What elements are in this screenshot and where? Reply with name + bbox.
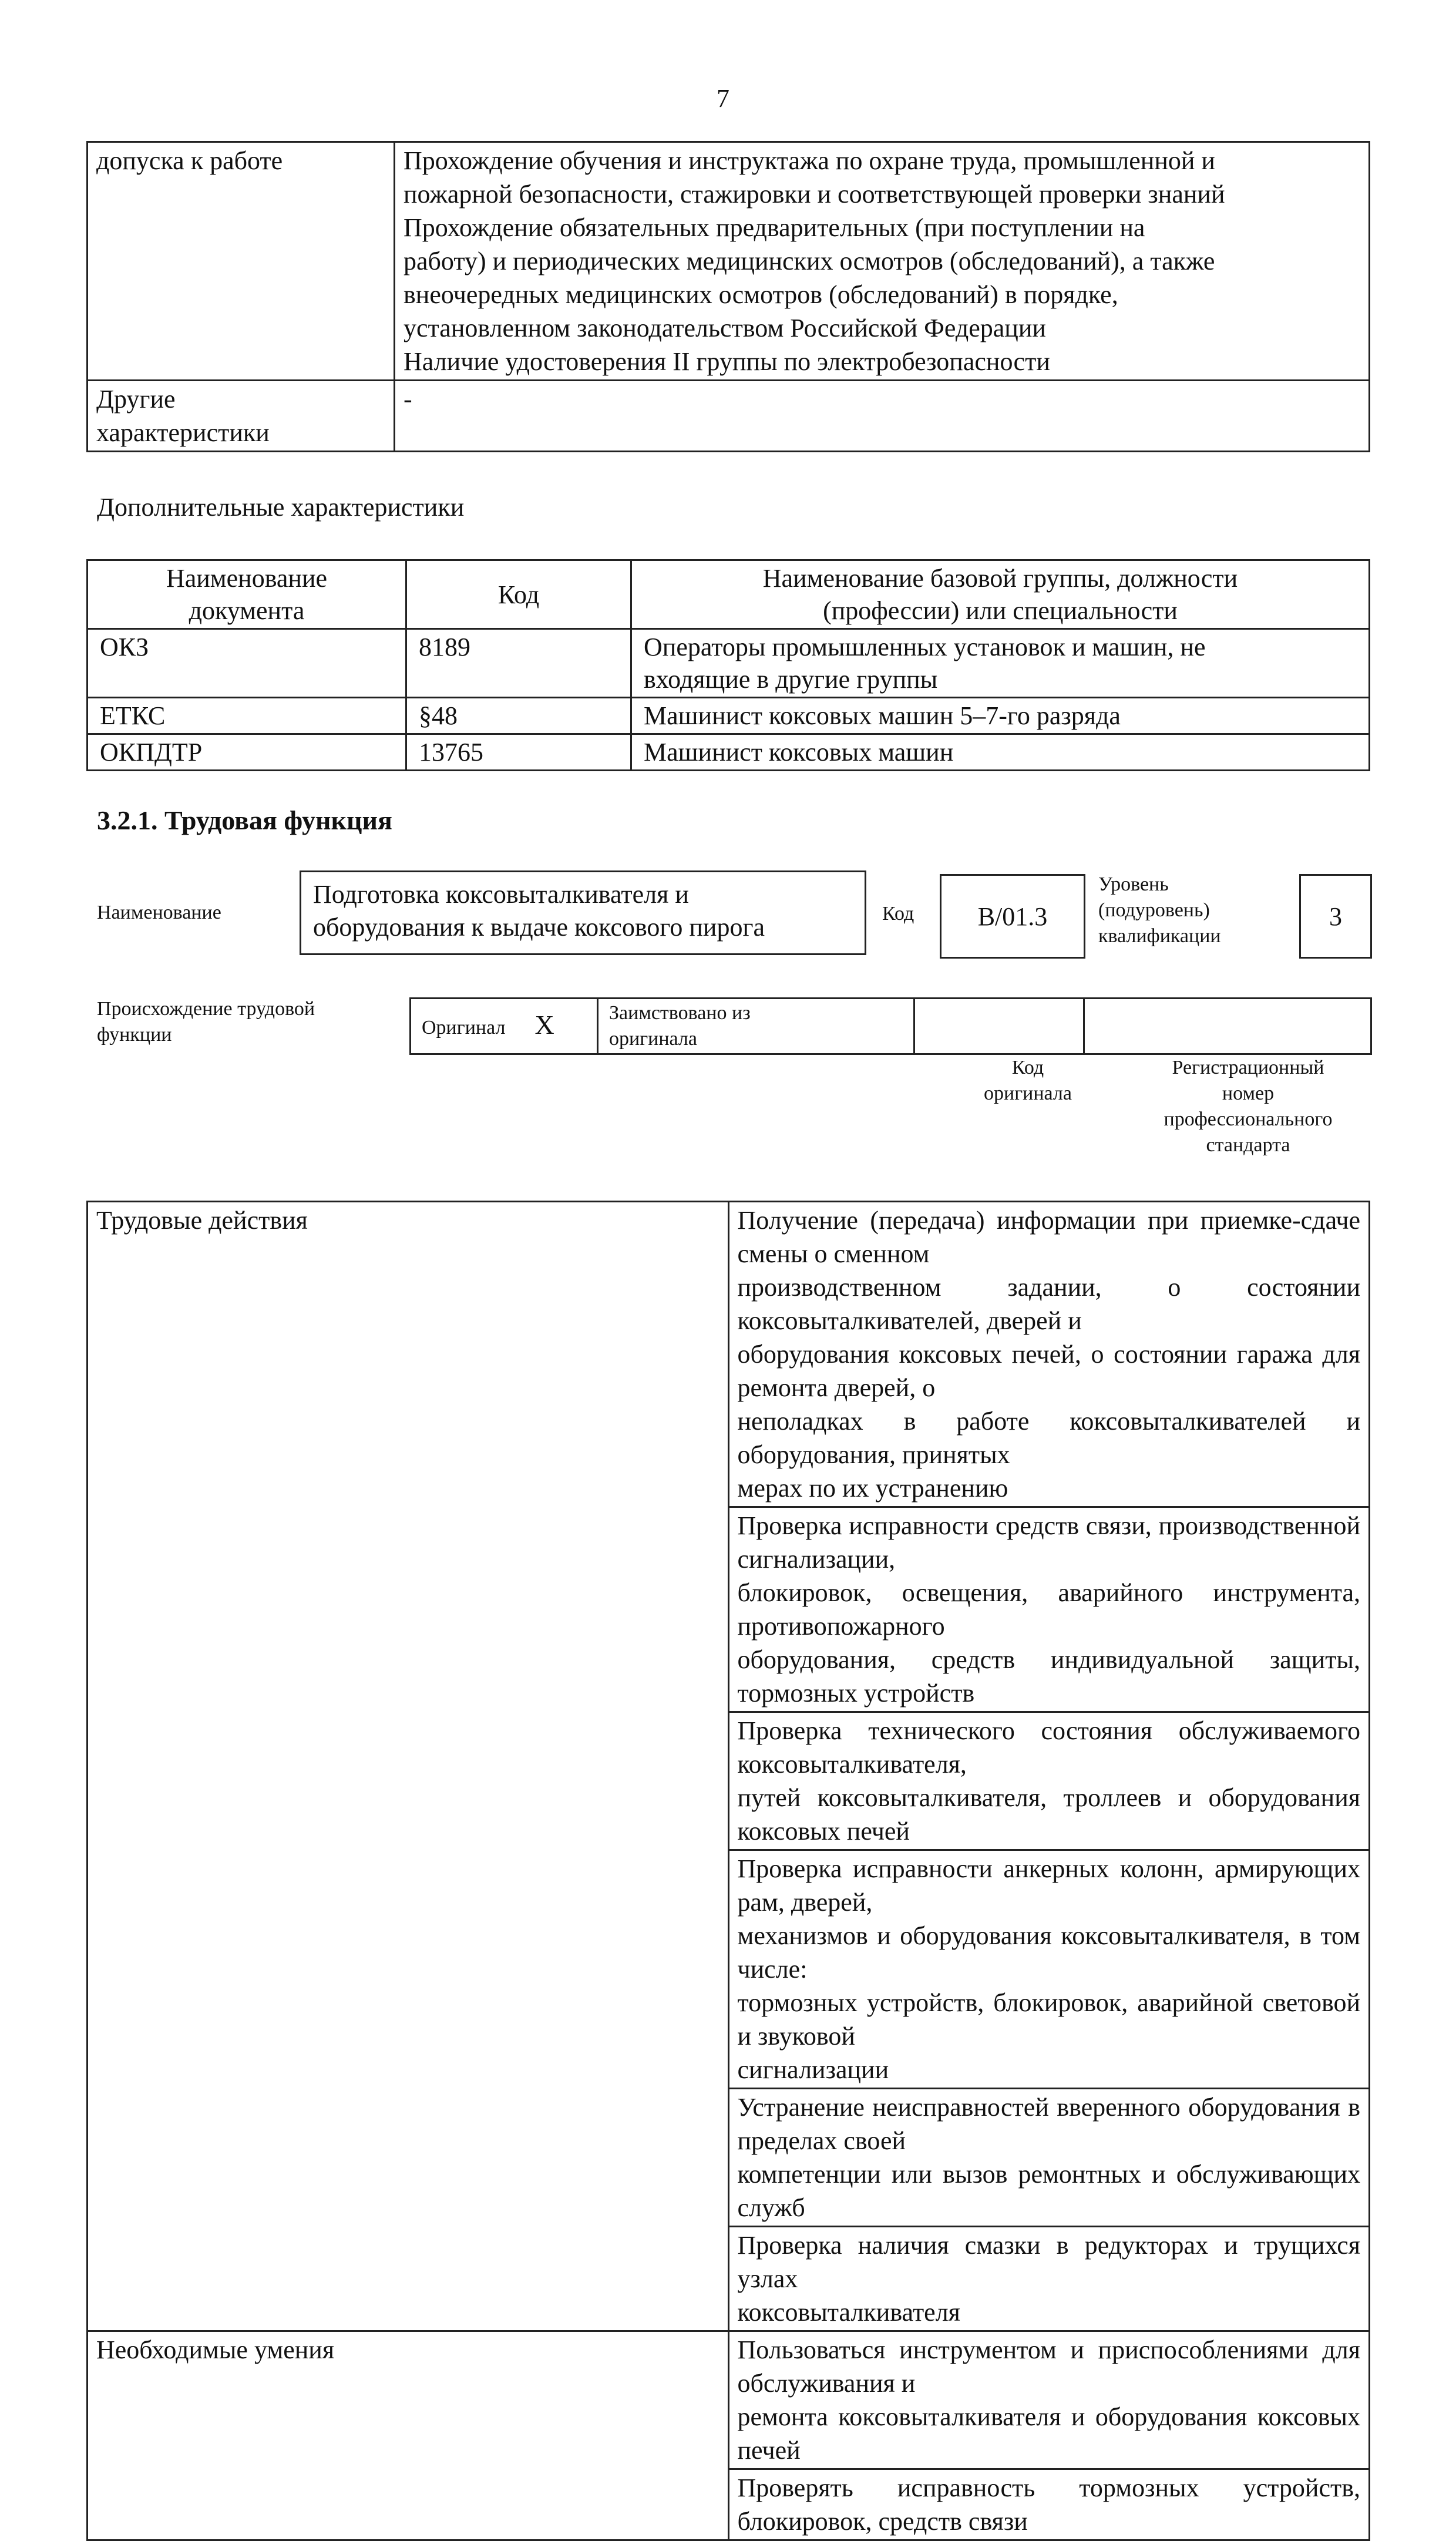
action-item	[728, 1202, 1370, 1507]
text-line: работу) и периодических медицинских осмотров (обследований), а также	[403, 247, 1215, 275]
text-line: оригинала	[984, 1083, 1072, 1104]
text-line: тормозных устройств, блокировок, аварийной световой и звуковой	[737, 1988, 1360, 2051]
level-label	[1098, 872, 1269, 949]
row-value: -	[395, 381, 1370, 452]
admission-table	[86, 141, 1370, 452]
header-code: Код	[406, 560, 631, 629]
cell-name	[631, 629, 1370, 698]
text-line: оборудования к выдаче коксового пирога	[313, 913, 765, 942]
text-line: Прохождение обязательных предварительных (при поступлении на	[403, 213, 1145, 242]
row-value	[395, 142, 1370, 381]
original-label: Оригинал	[422, 1016, 506, 1038]
action-item	[728, 2089, 1370, 2227]
text-line: Другие	[96, 385, 176, 414]
action-item	[728, 1712, 1370, 1850]
text-line: Наименование базовой группы, должности	[762, 564, 1238, 593]
table-row	[88, 381, 1370, 452]
text-line: характеристики	[96, 418, 270, 447]
text-line: путей коксовыталкивателя, троллеев и оборудования коксовых печей	[737, 1783, 1360, 1846]
section-label: Трудовые действия	[88, 1202, 729, 2331]
borrowed-cell	[598, 999, 914, 1054]
text-line: оборудования коксовых печей, о состоянии гаража для ремонта дверей, о	[737, 1340, 1360, 1402]
table-row	[88, 1202, 1370, 1507]
text-line: (профессии) или специальности	[823, 596, 1178, 625]
action-item	[728, 2227, 1370, 2331]
text-line: механизмов и оборудования коксовыталкивателя, в том числе:	[737, 1921, 1360, 1984]
text-line: документа	[189, 596, 305, 625]
skill-item	[728, 2331, 1370, 2469]
text-line: компетенции или вызов ремонтных и обслуживающих служб	[737, 2160, 1360, 2222]
text-line: профессионального	[1164, 1108, 1333, 1130]
function-name-box	[300, 870, 866, 955]
skill-item	[728, 2469, 1370, 2540]
page-number: 7	[717, 84, 729, 113]
text-line: Заимствовано из	[609, 1002, 751, 1024]
text-line: Подготовка коксовыталкивателя и	[313, 880, 689, 909]
text-line: номер	[1222, 1083, 1275, 1104]
text-line: коксовыталкивателя	[737, 2298, 960, 2327]
header-document	[88, 560, 406, 629]
original-cell	[411, 999, 598, 1054]
text-line: Наименование	[166, 564, 328, 593]
cell-doc: ЕТКС	[88, 698, 406, 734]
caption-registration-number	[1125, 1055, 1371, 1158]
row-label	[88, 381, 395, 452]
table-row	[88, 629, 1370, 698]
text-line: Пользоваться инструментом и приспособлениями для обслуживания и	[737, 2335, 1360, 2398]
text-line: оборудования, средств индивидуальной защиты, тормозных устройств	[737, 1645, 1360, 1708]
text-line: Наличие удостоверения II группы по электробезопасности	[403, 347, 1050, 376]
origin-label	[97, 996, 402, 1048]
text-line: производственном задании, о состоянии коксовыталкивателей, дверей и	[737, 1273, 1360, 1335]
labor-actions-table	[86, 1201, 1370, 2541]
registration-number-cell	[1084, 999, 1371, 1054]
table-row	[88, 698, 1370, 734]
text-line: Устранение неисправностей вверенного оборудования в пределах своей	[737, 2093, 1360, 2155]
cell-doc: ОКЗ	[88, 629, 406, 698]
text-line: сигнализации	[737, 2055, 889, 2084]
text-line: стандарта	[1206, 1134, 1290, 1156]
cell-name: Машинист коксовых машин 5–7-го разряда	[631, 698, 1370, 734]
table-row	[88, 2331, 1370, 2469]
section-title: Дополнительные характеристики	[97, 493, 465, 522]
cell-code: 8189	[406, 629, 631, 698]
table-row	[88, 142, 1370, 381]
text-line: Проверять исправность тормозных устройств, блокировок, средств связи	[737, 2473, 1360, 2536]
table-row	[88, 734, 1370, 771]
text-line: внеочередных медицинских осмотров (обследований) в порядке,	[403, 280, 1118, 309]
text-line: мерах по их устранению	[737, 1474, 1008, 1503]
text-line: функции	[97, 1024, 172, 1046]
text-line: Происхождение трудовой	[97, 998, 315, 1020]
text-line: блокировок, освещения, аварийного инструмента, противопожарного	[737, 1578, 1360, 1641]
text-line: Операторы промышленных установок и машин, не	[644, 633, 1206, 661]
table-row	[411, 999, 1371, 1054]
text-line: квалификации	[1098, 925, 1221, 947]
text-line: пожарной безопасности, стажировки и соответствующей проверки знаний	[403, 180, 1225, 209]
function-code-box: B/01.3	[940, 874, 1085, 959]
cell-code: 13765	[406, 734, 631, 771]
cell-code: §48	[406, 698, 631, 734]
text-line: Регистрационный	[1172, 1057, 1324, 1078]
qualification-level-box: 3	[1299, 874, 1372, 959]
additional-characteristics-table	[86, 559, 1370, 771]
text-line: Получение (передача) информации при приемке-сдаче смены о сменном	[737, 1206, 1360, 1268]
text-line: установленном законодательством Российской Федерации	[403, 314, 1046, 342]
original-code-cell	[914, 999, 1084, 1054]
caption-original-code	[946, 1055, 1110, 1107]
action-item	[728, 1507, 1370, 1712]
text-line: Проверка исправности средств связи, производственной сигнализации,	[737, 1511, 1360, 1574]
text-line: неполадках в работе коксовыталкивателей и оборудования, принятых	[737, 1407, 1360, 1469]
text-line: оригинала	[609, 1028, 697, 1050]
cell-doc: ОКПДТР	[88, 734, 406, 771]
original-mark: X	[534, 1009, 554, 1040]
origin-table	[409, 997, 1372, 1055]
text-line: Код	[1011, 1057, 1044, 1078]
text-line: Проверка наличия смазки в редукторах и трущихся узлах	[737, 2231, 1360, 2293]
action-item	[728, 1850, 1370, 2089]
header-name	[631, 560, 1370, 629]
code-label: Код	[882, 903, 914, 925]
text-line: Проверка исправности анкерных колонн, армирующих рам, дверей,	[737, 1854, 1360, 1917]
table-header-row	[88, 560, 1370, 629]
text-line: ремонта коксовыталкивателя и оборудования коксовых печей	[737, 2402, 1360, 2465]
text-line: Уровень	[1098, 873, 1169, 895]
name-label: Наименование	[97, 902, 221, 923]
text-line: (подуровень)	[1098, 899, 1210, 921]
function-heading: 3.2.1. Трудовая функция	[97, 805, 392, 835]
text-line: Проверка технического состояния обслуживаемого коксовыталкивателя,	[737, 1716, 1360, 1779]
cell-name: Машинист коксовых машин	[631, 734, 1370, 771]
row-label: допуска к работе	[88, 142, 395, 381]
section-label: Необходимые умения	[88, 2331, 729, 2540]
text-line: Прохождение обучения и инструктажа по охране труда, промышленной и	[403, 146, 1215, 175]
text-line: входящие в другие группы	[644, 665, 938, 694]
